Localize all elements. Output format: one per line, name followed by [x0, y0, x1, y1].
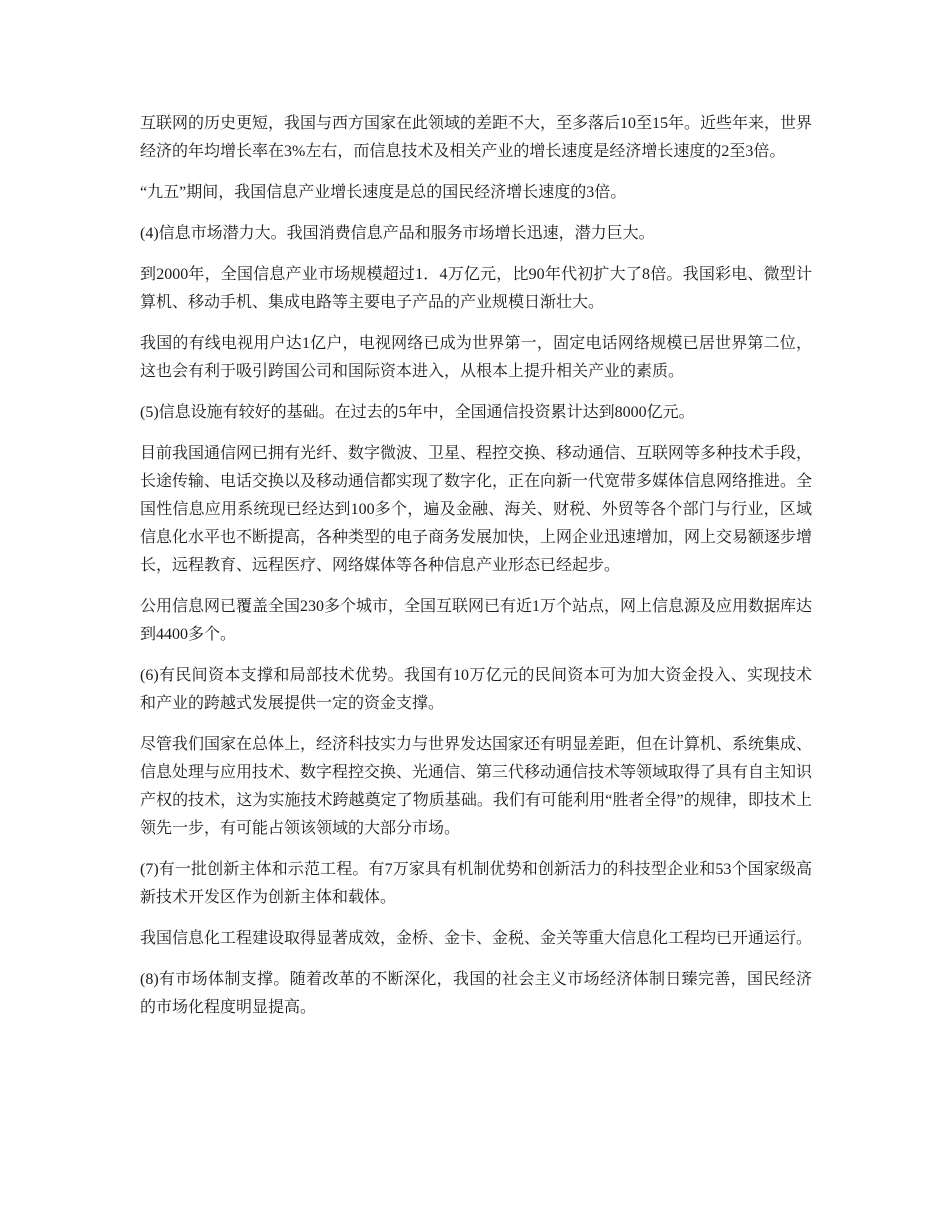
- paragraph-ninth-five-year: “九五”期间，我国信息产业增长速度是总的国民经济增长速度的3倍。: [140, 184, 627, 201]
- paragraph-internet-gap: 互联网的历史更短，我国与西方国家在此领域的差距不大，至多落后10至15年。近些年来，世界经济的年均增长率在3%左右，而信息技术及相关产业的增长速度是经济增长速度的2至3倍。: [140, 115, 813, 160]
- paragraph-point-7-heading: (7)有一批创新主体和示范工程。有7万家具有机制优势和创新活力的科技型企业和53个国家级高新技术开发区作为创新主体和载体。: [140, 861, 812, 906]
- paragraph-public-info-network: 公用信息网已覆盖全国230多个城市，全国互联网已有近1万个站点，网上信息源及应用数据库达到4400多个。: [140, 598, 813, 643]
- paragraph-cable-tv: 我国的有线电视用户达1亿户，电视网络已成为世界第一，固定电话网络规模已居世界第二位，这也会有利于吸引跨国公司和国际资本进入，从根本上提升相关产业的素质。: [140, 335, 812, 380]
- document-body: [140, 110, 812, 1035]
- paragraph-point-8-heading: (8)有市场体制支撑。随着改革的不断深化，我国的社会主义市场经济体制日臻完善，国民经济的市场化程度明显提高。: [140, 971, 812, 1016]
- paragraph-golden-projects: 我国信息化工程建设取得显著成效，金桥、金卡、金税、金关等重大信息化工程均已开通运行。: [140, 930, 813, 947]
- paragraph-point-6-heading: (6)有民间资本支撑和局部技术优势。我国有10万亿元的民间资本可为加大资金投入、实现技术和产业的跨越式发展提供一定的资金支撑。: [140, 667, 812, 712]
- paragraph-tech-advantage: 尽管我们国家在总体上，经济科技实力与世界发达国家还有明显差距，但在计算机、系统集成、信息处理与应用技术、数字程控交换、光通信、第三代移动通信技术等领域取得了具有自主知识产权的技术，这为实施技术跨越奠定了物质基础。我们有可能利用“胜者全得”的规律，即技术上领先一步，有可能占领该领域的大部分市场。: [140, 736, 813, 837]
- paragraph-point-5-heading: (5)信息设施有较好的基础。在过去的5年中，全国通信投资累计达到8000亿元。: [140, 404, 695, 421]
- paragraph-telecom-network: 目前我国通信网已拥有光纤、数字微波、卫星、程控交换、移动通信、互联网等多种技术手段，长途传输、电话交换以及移动通信都实现了数字化，正在向新一代宽带多媒体信息网络推进。全国性信息应用系统现已经达到100多个，遍及金融、海关、财税、外贸等各个部门与行业，区域信息化水平也不断提高，各种类型的电子商务发展加快，上网企业迅速增加，网上交易额逐步增长，远程教育、远程医疗、网络媒体等各种信息产业形态已经起步。: [140, 445, 813, 574]
- paragraph-market-scale: 到2000年，全国信息产业市场规模超过1．4万亿元，比90年代初扩大了8倍。我国彩电、微型计算机、移动手机、集成电路等主要电子产品的产业规模日渐壮大。: [140, 266, 812, 311]
- paragraph-point-4-heading: (4)信息市场潜力大。我国消费信息产品和服务市场增长迅速，潜力巨大。: [140, 225, 655, 242]
